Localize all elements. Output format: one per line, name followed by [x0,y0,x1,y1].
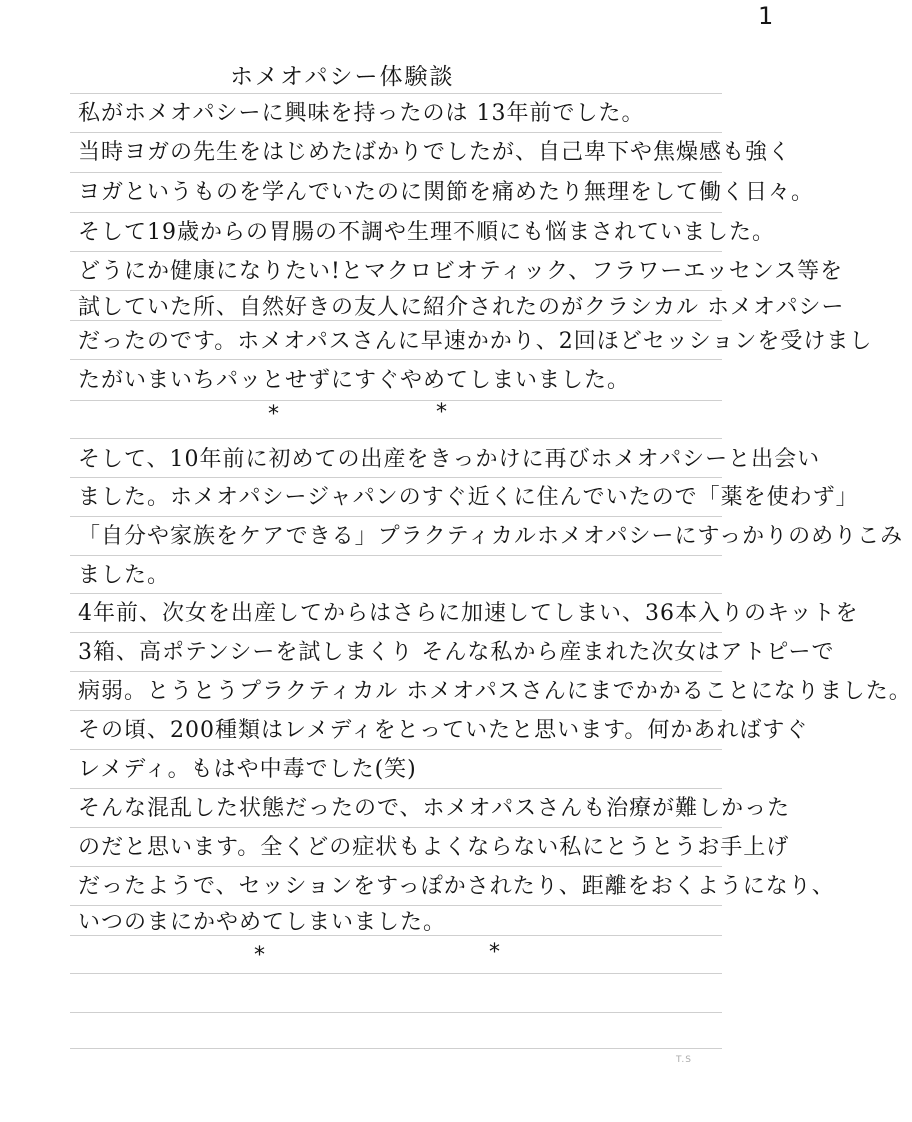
ruled-line [70,866,722,867]
ruled-line [70,827,722,828]
ruled-line [70,438,722,439]
text-line: 4年前、次女を出産してからはさらに加速してしまい、36本入りのキットを [78,601,859,626]
text-line: だったようで、セッションをすっぽかされたり、距離をおくようになり、 [78,874,835,899]
ruled-line [70,749,722,750]
text-line: 3箱、高ポテンシーを試しまくり そんな私から産まれた次女はアトピーで [78,640,835,665]
ruled-line [70,172,722,173]
text-line: ヨガというものを学んでいたのに関節を痛めたり無理をして働く日々。 [78,180,815,205]
text-line: 私がホメオパシーに興味を持ったのは 13年前でした。 [78,101,645,126]
ruled-line [70,516,722,517]
ruled-line [70,400,722,401]
ruled-line [70,290,722,291]
section-divider-star: * [268,402,279,427]
ruled-line [70,671,722,672]
page-title: ホメオパシー体験談 [230,64,455,90]
section-divider-star: * [436,400,447,425]
ruled-line [70,359,722,360]
section-divider-star: * [254,943,265,968]
text-line: いつのまにかやめてしまいました。 [78,910,447,935]
text-line: ました。 [78,563,171,588]
ruled-line [70,555,722,556]
text-line: たがいまいちパッとせずにすぐやめてしまいました。 [78,368,631,393]
ruled-line [70,251,722,252]
text-line: どうにか健康になりたい!とマクロビオティック、フラワーエッセンス等を [78,259,844,284]
text-line: そんな混乱した状態だったので、ホメオパスさんも治療が難しかった [78,796,791,821]
section-divider-star: * [489,940,500,965]
ruled-line [70,632,722,633]
text-line: 「自分や家族をケアできる」プラクティカルホメオパシーにすっかりのめりこみ [78,524,904,549]
text-line: 試していた所、自然好きの友人に紹介されたのがクラシカル ホメオパシー [78,295,845,320]
ruled-line [70,212,722,213]
ruled-line [70,93,722,94]
ruled-line [70,973,722,974]
text-line: レメディ。もはや中毒でした(笑) [78,757,417,782]
footer-mark: T.S [676,1055,693,1065]
text-line: そして、10年前に初めての出産をきっかけに再びホメオパシーと出会い [78,447,821,472]
text-line: のだと思います。全くどの症状もよくならない私にとうとうお手上げ [78,835,790,860]
text-line: その頃、200種類はレメディをとっていたと思います。何かあればすぐ [78,718,809,743]
ruled-line [70,905,722,906]
text-line: 当時ヨガの先生をはじめたばかりでしたが、自己卑下や焦燥感も強く [78,140,792,165]
ruled-line [70,788,722,789]
text-line: そして19歳からの胃腸の不調や生理不順にも悩まされていました。 [78,220,775,245]
ruled-line [70,477,722,478]
ruled-line [70,1048,722,1049]
ruled-line [70,1012,722,1013]
ruled-line [70,710,722,711]
ruled-line [70,132,722,133]
text-line: ました。ホメオパシージャパンのすぐ近くに住んでいたので「薬を使わず」 [78,485,859,510]
text-line: だったのです。ホメオパスさんに早速かかり、2回ほどセッションを受けまし [78,329,873,354]
page-number: 1 [758,2,774,30]
ruled-line [70,593,722,594]
text-line: 病弱。とうとうプラクティカル ホメオパスさんにまでかかることになりました。 [78,679,912,704]
